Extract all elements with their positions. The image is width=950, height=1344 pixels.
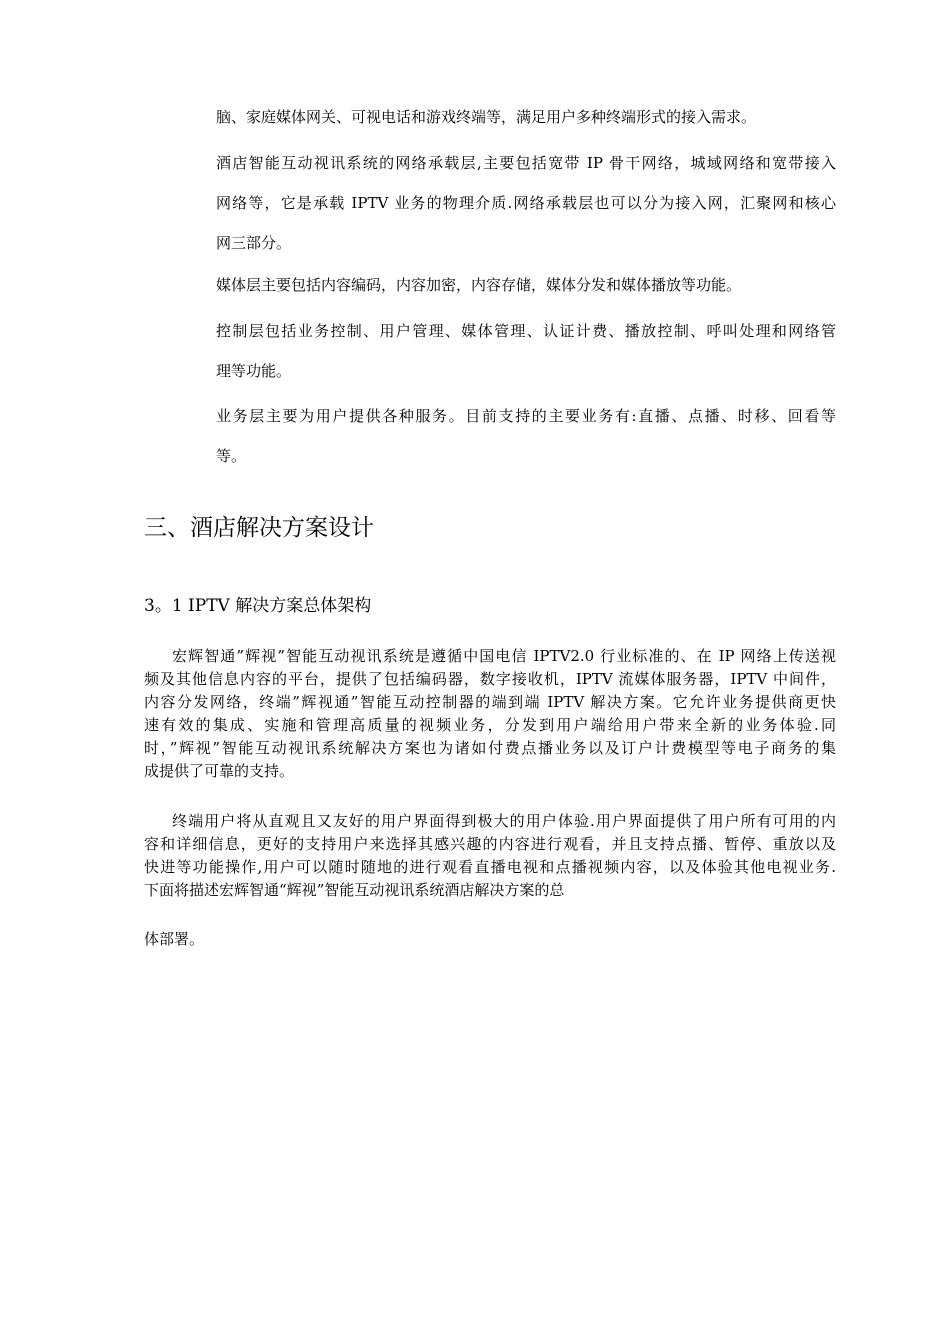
text-line: 快进等功能操作,用户可以随时随地的进行观看直播电视和点播视频内容，以及体验其他电视业务.	[144, 858, 836, 876]
subsection-heading: 3。1 IPTV 解决方案总体架构	[144, 596, 372, 616]
terminal-layer-paragraph-tail	[216, 97, 836, 137]
control-layer-paragraph	[216, 311, 836, 391]
text-line: 网络等，它是承载 IPTV 业务的物理介质.网络承载层也可以分为接入网，汇聚网和核心	[216, 194, 836, 212]
text-line: 速有效的集成、实施和管理高质量的视频业务，分发到用户端给用户带来全新的业务体验.同	[144, 716, 836, 734]
text-line: 内容分发网络，终端”辉视通”智能互动控制器的端到端 IPTV 解决方案。它允许业务提供商更快	[144, 693, 836, 711]
text-line: 时，”辉视”智能互动视讯系统解决方案也为诸如付费点播业务以及订户计费模型等电子商务的集	[144, 739, 836, 757]
service-layer-paragraph	[216, 396, 836, 476]
text-line: 媒体层主要包括内容编码，内容加密，内容存储，媒体分发和媒体播放等功能。	[216, 276, 742, 294]
text-line: 业务层主要为用户提供各种服务。目前支持的主要业务有:直播、点播、时移、回看等	[216, 407, 836, 425]
architecture-paragraph	[144, 645, 836, 783]
text-line: 体部署。	[144, 930, 205, 948]
user-experience-paragraph	[144, 810, 836, 902]
text-line: 脑、家庭媒体网关、可视电话和游戏终端等，满足用户多种终端形式的接入需求。	[216, 108, 757, 126]
text-line: 等。	[216, 447, 247, 465]
text-line: 网三部分。	[216, 234, 292, 252]
network-layer-paragraph	[216, 143, 836, 263]
text-line: 理等功能。	[216, 362, 292, 380]
text-line: 酒店智能互动视讯系统的网络承载层,主要包括宽带 IP 骨干网络，城域网络和宽带接入	[216, 154, 836, 172]
text-line: 频及其他信息内容的平台，提供了包括编码器，数字接收机，IPTV 流媒体服务器，IPTV 中间件，	[144, 670, 836, 688]
text-line: 宏辉智通”辉视”智能互动视讯系统是遵循中国电信 IPTV2.0 行业标准的、在 IP 网络上传送视	[172, 647, 836, 665]
text-line: 终端用户将从直观且又友好的用户界面得到极大的用户体验.用户界面提供了用户所有可用的内	[172, 812, 836, 830]
text-line: 控制层包括业务控制、用户管理、媒体管理、认证计费、播放控制、呼叫处理和网络管	[216, 322, 836, 340]
media-layer-paragraph	[216, 265, 836, 305]
text-line: 容和详细信息，更好的支持用户来选择其感兴趣的内容进行观看，并且支持点播、暂停、重放以及	[144, 835, 836, 853]
text-line: 下面将描述宏辉智通“辉视”智能互动视讯系统酒店解决方案的总	[144, 881, 565, 899]
text-line: 成提供了可靠的支持。	[144, 762, 295, 780]
deployment-paragraph	[144, 928, 836, 951]
section-heading: 三、酒店解决方案设计	[144, 515, 374, 541]
